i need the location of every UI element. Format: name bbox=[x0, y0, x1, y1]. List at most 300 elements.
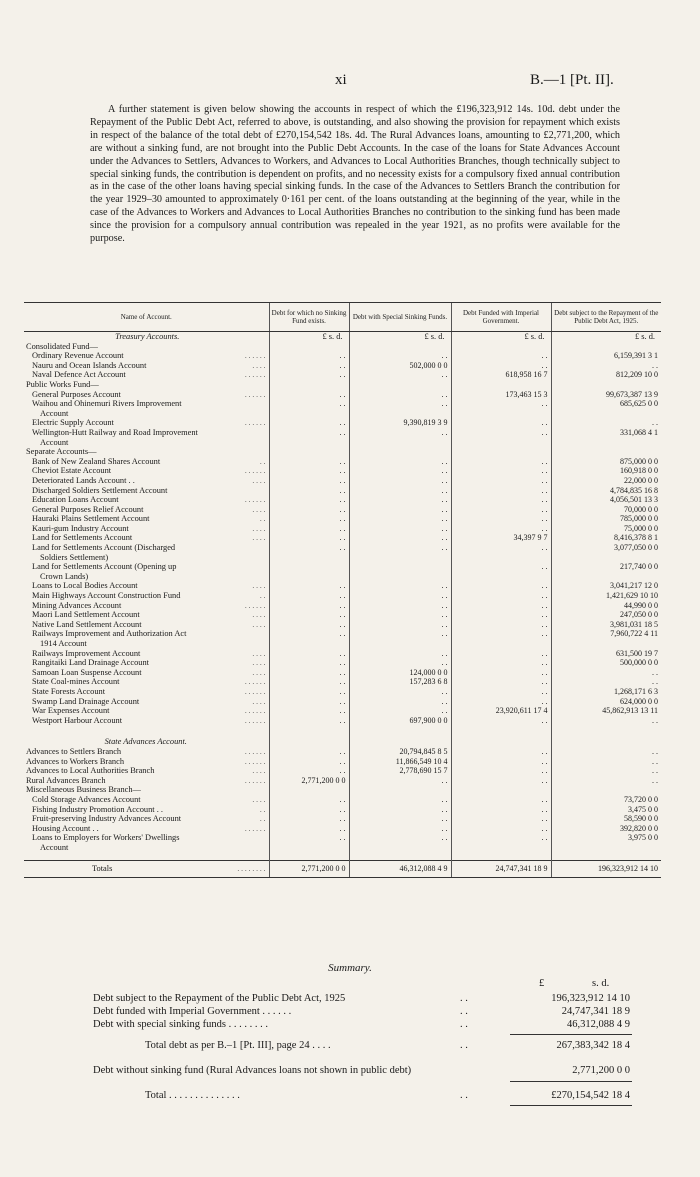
table-row bbox=[24, 342, 661, 352]
amount-cell: . . bbox=[349, 390, 451, 400]
amount-cell: . . bbox=[349, 466, 451, 476]
amount-cell bbox=[269, 562, 349, 572]
summary-leader: . . bbox=[460, 1090, 468, 1101]
amount-cell: . . bbox=[269, 833, 349, 843]
section-state-advances: State Advances Account. bbox=[104, 737, 187, 747]
table-row bbox=[24, 438, 661, 448]
leader-dots: . . . . . . bbox=[244, 600, 266, 610]
summary-amount: 46,312,088 4 9 bbox=[567, 1019, 630, 1030]
table-row bbox=[24, 428, 661, 438]
account-name bbox=[24, 361, 269, 371]
account-label: Railways Improvement Account bbox=[32, 648, 141, 658]
amount-cell: . . bbox=[269, 805, 349, 815]
amount-cell: . . bbox=[451, 658, 551, 668]
leader-dots: . . . . bbox=[252, 696, 266, 706]
summary-rule bbox=[510, 1034, 632, 1035]
account-name bbox=[24, 457, 269, 467]
amount-cell: . . bbox=[451, 649, 551, 659]
amount-cell: . . bbox=[451, 418, 551, 428]
account-name bbox=[24, 843, 269, 853]
amount-cell: . . bbox=[349, 370, 451, 380]
amount-cell: . . bbox=[269, 533, 349, 543]
amount-cell: . . bbox=[349, 514, 451, 524]
account-label: Rangitaiki Land Drainage Account bbox=[32, 658, 149, 668]
amount-cell bbox=[551, 409, 661, 419]
amount-cell: . . bbox=[349, 601, 451, 611]
leader-dots: . . . . . . bbox=[244, 715, 266, 725]
amount-cell bbox=[349, 562, 451, 572]
header-no-sinking-fund: Debt for which no Sinking Fund exists. bbox=[269, 303, 349, 332]
summary-row bbox=[0, 1006, 700, 1020]
leader-dots: . . . . bbox=[252, 610, 266, 620]
leader-dots: . . . . bbox=[252, 794, 266, 804]
amount-cell: . . bbox=[451, 505, 551, 515]
table-row bbox=[24, 687, 661, 697]
amount-cell: 6,159,391 3 1 bbox=[551, 351, 661, 361]
amount-cell: . . bbox=[269, 716, 349, 726]
amount-cell: . . bbox=[269, 757, 349, 767]
table-row bbox=[24, 824, 661, 834]
amount-cell: . . bbox=[451, 814, 551, 824]
account-name bbox=[24, 543, 269, 553]
amount-cell: 173,463 15 3 bbox=[451, 390, 551, 400]
account-name bbox=[24, 581, 269, 591]
totals-label-cell bbox=[24, 861, 269, 878]
table-row bbox=[24, 476, 661, 486]
amount-cell bbox=[349, 553, 451, 563]
amount-cell: . . bbox=[269, 629, 349, 639]
amount-cell: 3,975 0 0 bbox=[551, 833, 661, 843]
amount-cell: . . bbox=[451, 824, 551, 834]
amount-cell: . . bbox=[451, 757, 551, 767]
amount-cell bbox=[551, 785, 661, 795]
account-name bbox=[24, 757, 269, 767]
account-label: Crown Lands) bbox=[40, 571, 89, 581]
table-row bbox=[24, 668, 661, 678]
amount-cell: . . bbox=[269, 418, 349, 428]
table-row bbox=[24, 843, 661, 853]
leader-dots: . . bbox=[259, 456, 266, 466]
account-name bbox=[24, 409, 269, 419]
amount-cell: . . bbox=[349, 543, 451, 553]
account-name bbox=[24, 776, 269, 786]
amount-cell bbox=[551, 447, 661, 457]
leader-dots: . . . . . . bbox=[244, 370, 266, 380]
amount-cell: 502,000 0 0 bbox=[349, 361, 451, 371]
amount-cell: . . bbox=[551, 668, 661, 678]
amount-cell bbox=[269, 342, 349, 352]
account-name bbox=[24, 533, 269, 543]
account-name bbox=[24, 610, 269, 620]
spacer-cell bbox=[551, 733, 661, 747]
shillings-pence-label: s. d. bbox=[592, 978, 610, 989]
amount-cell: . . bbox=[269, 747, 349, 757]
amount-cell bbox=[349, 843, 451, 853]
amount-cell bbox=[451, 785, 551, 795]
amount-cell: 500,000 0 0 bbox=[551, 658, 661, 668]
summary-leader: . . bbox=[460, 993, 468, 1004]
amount-cell bbox=[349, 438, 451, 448]
summary-label: Total . . . . . . . . . . . . . . bbox=[145, 1090, 240, 1101]
table-row bbox=[24, 776, 661, 786]
account-name bbox=[24, 620, 269, 630]
account-name bbox=[24, 447, 269, 457]
spacer-row bbox=[24, 852, 661, 861]
table-row bbox=[24, 390, 661, 400]
spacer-cell bbox=[551, 725, 661, 733]
amount-cell: . . bbox=[451, 776, 551, 786]
amount-cell bbox=[269, 785, 349, 795]
table-row bbox=[24, 524, 661, 534]
summary-amount: £270,154,542 18 4 bbox=[551, 1090, 630, 1101]
amount-cell: . . bbox=[269, 361, 349, 371]
table-row bbox=[24, 658, 661, 668]
table-row bbox=[24, 610, 661, 620]
table-row bbox=[24, 399, 661, 409]
amount-cell bbox=[349, 785, 451, 795]
amount-cell: . . bbox=[349, 581, 451, 591]
account-label: Ordinary Revenue Account bbox=[32, 351, 124, 361]
header-imperial-government: Debt Funded with Imperial Government. bbox=[451, 303, 551, 332]
amount-cell: . . bbox=[269, 706, 349, 716]
amount-cell bbox=[269, 447, 349, 457]
amount-cell: . . bbox=[349, 795, 451, 805]
account-label: Swamp Land Drainage Account bbox=[32, 696, 140, 706]
account-name bbox=[24, 639, 269, 649]
amount-cell: . . bbox=[349, 649, 451, 659]
table-row bbox=[24, 620, 661, 630]
amount-cell: . . bbox=[269, 601, 349, 611]
intro-paragraph: A further statement is given below showing the accounts in respect of which the £196,323,912 14s. 10d. debt under the Repayment of the Public Debt Act, referred to above, is outstanding, and also showing the provision for repayment which exists in respect of the balance of the total debt of £270,154,542 18s. 4d. The Rural Advances loans, amounting to £2,771,200, which are without a sinking fund, are not brought into the Public Debt Accounts. In the case of the loans for State Advances Account under the Advances to Settlers, Advances to Workers, and Advances to Local Authorities Branches, though technically subject to special sinking funds, the contribution is dependent on profits, and no necessity exists for a compulsory fixed annual contribution as in the case of the other loans having special sinking funds. In the case of the Advances to Settlers Branch the contribution for the year 1929–30 amounted to approximately 0·161 per cent. of the loans outstanding at the beginning of the year, while in the case of the Advances to Workers and Advances to Local Authorities Branches no contribution to the sinking fund has been made since the provision for a compulsory annual contribution was repealed in the year 1921, as no profits were available for the purpose. bbox=[90, 104, 620, 245]
account-name bbox=[24, 505, 269, 515]
account-label: Wellington-Hutt Railway and Road Improvement bbox=[32, 427, 198, 437]
amount-cell: . . bbox=[269, 610, 349, 620]
amount-cell bbox=[451, 553, 551, 563]
header-account-name: Name of Account. bbox=[24, 303, 269, 332]
amount-cell: . . bbox=[349, 495, 451, 505]
table-row bbox=[24, 562, 661, 572]
amount-cell: 4,056,501 13 3 bbox=[551, 495, 661, 505]
amount-cell: . . bbox=[451, 361, 551, 371]
account-label: Westport Harbour Account bbox=[32, 715, 123, 725]
account-name bbox=[24, 795, 269, 805]
amount-cell bbox=[349, 447, 451, 457]
summary-rule bbox=[510, 1105, 632, 1106]
leader-dots: . . . . bbox=[252, 619, 266, 629]
account-name bbox=[24, 399, 269, 409]
account-name bbox=[24, 428, 269, 438]
amount-cell bbox=[269, 639, 349, 649]
amount-cell: . . bbox=[551, 418, 661, 428]
amount-cell: . . bbox=[451, 747, 551, 757]
account-label: Samoan Loan Suspense Account bbox=[32, 667, 142, 677]
amount-cell: 3,981,031 18 5 bbox=[551, 620, 661, 630]
table-row bbox=[24, 747, 661, 757]
leader-dots: . . . . bbox=[252, 667, 266, 677]
amount-cell: 22,000 0 0 bbox=[551, 476, 661, 486]
account-label: Land for Settlements Account bbox=[32, 533, 133, 543]
account-name bbox=[24, 351, 269, 361]
table-row bbox=[24, 706, 661, 716]
leader-dots: . . bbox=[259, 591, 266, 601]
table-row bbox=[24, 805, 661, 815]
amount-cell: 331,068 4 1 bbox=[551, 428, 661, 438]
amount-cell: . . bbox=[551, 776, 661, 786]
table-row bbox=[24, 757, 661, 767]
account-name bbox=[24, 370, 269, 380]
amount-cell: 217,740 0 0 bbox=[551, 562, 661, 572]
section-row bbox=[24, 733, 661, 747]
account-label: Maori Land Settlement Account bbox=[32, 610, 140, 620]
amount-cell: 160,918 0 0 bbox=[551, 466, 661, 476]
amount-cell: . . bbox=[451, 610, 551, 620]
leader-dots: . . . . . . . . bbox=[237, 864, 266, 874]
summary-label: Debt without sinking fund (Rural Advances loans not shown in public debt) bbox=[93, 1065, 412, 1076]
account-name bbox=[24, 553, 269, 563]
currency-label: £ s. d. bbox=[269, 332, 349, 342]
amount-cell: 11,866,549 10 4 bbox=[349, 757, 451, 767]
leader-dots: . . . . . . bbox=[244, 746, 266, 756]
leader-dots: . . . . bbox=[252, 648, 266, 658]
amount-cell: 618,958 16 7 bbox=[451, 370, 551, 380]
summary-without-sinking-fund bbox=[0, 1065, 700, 1079]
account-name bbox=[24, 438, 269, 448]
account-name bbox=[24, 524, 269, 534]
amount-cell: . . bbox=[451, 495, 551, 505]
table-row bbox=[24, 629, 661, 639]
amount-cell: . . bbox=[451, 476, 551, 486]
amount-cell: 4,784,835 16 8 bbox=[551, 486, 661, 496]
amount-cell: . . bbox=[349, 687, 451, 697]
table-row bbox=[24, 814, 661, 824]
spacer-cell bbox=[349, 725, 451, 733]
amount-cell: 785,000 0 0 bbox=[551, 514, 661, 524]
amount-cell: . . bbox=[349, 457, 451, 467]
leader-dots: . . . . bbox=[252, 475, 266, 485]
amount-cell: . . bbox=[551, 677, 661, 687]
currency-row bbox=[24, 332, 661, 342]
amount-cell: 3,041,217 12 0 bbox=[551, 581, 661, 591]
summary-label: Total debt as per B.–1 [Pt. III], page 24 . . . . bbox=[145, 1040, 331, 1051]
table-row bbox=[24, 447, 661, 457]
amount-cell: . . bbox=[269, 428, 349, 438]
spacer-cell bbox=[451, 852, 551, 861]
table-row bbox=[24, 572, 661, 582]
amount-cell: . . bbox=[451, 428, 551, 438]
leader-dots: . . . . bbox=[252, 360, 266, 370]
amount-cell: . . bbox=[269, 399, 349, 409]
account-label: Nauru and Ocean Islands Account bbox=[32, 360, 147, 370]
amount-cell: 3,475 0 0 bbox=[551, 805, 661, 815]
document-reference: B.—1 [Pt. II]. bbox=[530, 72, 614, 88]
summary-grand-total bbox=[0, 1090, 700, 1104]
table-row bbox=[24, 486, 661, 496]
amount-cell: . . bbox=[269, 620, 349, 630]
leader-dots: . . bbox=[259, 514, 266, 524]
leader-dots: . . . . bbox=[252, 766, 266, 776]
amount-cell: . . bbox=[269, 649, 349, 659]
amount-cell bbox=[269, 380, 349, 390]
amount-cell: . . bbox=[551, 747, 661, 757]
amount-cell: 75,000 0 0 bbox=[551, 524, 661, 534]
amount-cell: . . bbox=[269, 543, 349, 553]
account-name bbox=[24, 668, 269, 678]
header-repayment-act: Debt subject to the Repayment of the Public Debt Act, 1925. bbox=[551, 303, 661, 332]
amount-cell: . . bbox=[451, 543, 551, 553]
account-label: Land for Settlements Account (Opening up bbox=[32, 562, 177, 572]
account-name bbox=[24, 747, 269, 757]
amount-cell: . . bbox=[551, 766, 661, 776]
account-label: Loans to Local Bodies Account bbox=[32, 581, 138, 591]
amount-cell: . . bbox=[269, 495, 349, 505]
amount-cell bbox=[451, 572, 551, 582]
amount-cell: 45,862,913 13 11 bbox=[551, 706, 661, 716]
account-label: Account bbox=[40, 408, 69, 418]
table-row bbox=[24, 514, 661, 524]
amount-cell: 58,590 0 0 bbox=[551, 814, 661, 824]
amount-cell bbox=[451, 639, 551, 649]
amount-cell: . . bbox=[269, 486, 349, 496]
leader-dots: . . . . . . bbox=[244, 677, 266, 687]
accounts-table bbox=[24, 302, 661, 878]
amount-cell bbox=[551, 843, 661, 853]
amount-cell: . . bbox=[349, 351, 451, 361]
account-name bbox=[24, 649, 269, 659]
table-row bbox=[24, 649, 661, 659]
amount-cell: 23,920,611 17 4 bbox=[451, 706, 551, 716]
amount-cell: . . bbox=[349, 399, 451, 409]
table-row bbox=[24, 677, 661, 687]
table-row bbox=[24, 697, 661, 707]
amount-cell: 697,900 0 0 bbox=[349, 716, 451, 726]
account-label: Fruit-preserving Industry Advances Account bbox=[32, 814, 182, 824]
account-label: Hauraki Plains Settlement Account bbox=[32, 514, 150, 524]
account-label: General Purposes Account bbox=[32, 389, 121, 399]
amount-cell: . . bbox=[269, 466, 349, 476]
summary-title: Summary. bbox=[328, 962, 372, 974]
account-name bbox=[24, 706, 269, 716]
currency-label: £ s. d. bbox=[551, 332, 661, 342]
amount-cell: . . bbox=[451, 466, 551, 476]
amount-cell bbox=[551, 572, 661, 582]
amount-cell: 812,209 10 0 bbox=[551, 370, 661, 380]
spacer-cell bbox=[349, 852, 451, 861]
summary-rule bbox=[510, 1081, 632, 1082]
amount-cell: . . bbox=[451, 629, 551, 639]
account-name bbox=[24, 814, 269, 824]
account-name bbox=[24, 805, 269, 815]
amount-cell: 624,000 0 0 bbox=[551, 697, 661, 707]
amount-cell: . . bbox=[551, 757, 661, 767]
amount-cell: . . bbox=[451, 581, 551, 591]
account-label: Waihou and Ohinemuri Rivers Improvement bbox=[32, 399, 182, 409]
account-label: Railways Improvement and Authorization Act bbox=[32, 629, 187, 639]
account-label: Advances to Workers Branch bbox=[26, 756, 125, 766]
amount-cell: . . bbox=[349, 824, 451, 834]
total-amount: 46,312,088 4 9 bbox=[349, 861, 451, 878]
amount-cell: . . bbox=[269, 370, 349, 380]
total-amount: 2,771,200 0 0 bbox=[269, 861, 349, 878]
amount-cell bbox=[451, 342, 551, 352]
account-label: Rural Advances Branch bbox=[26, 775, 106, 785]
amount-cell: 124,000 0 0 bbox=[349, 668, 451, 678]
leader-dots: . . bbox=[259, 814, 266, 824]
summary-leader: . . bbox=[460, 1040, 468, 1051]
amount-cell: . . bbox=[349, 505, 451, 515]
leader-dots: . . . . . . bbox=[244, 823, 266, 833]
account-label: Cheviot Estate Account bbox=[32, 466, 112, 476]
account-name bbox=[24, 514, 269, 524]
amount-cell: . . bbox=[349, 658, 451, 668]
account-label: Separate Accounts— bbox=[26, 447, 97, 457]
account-name bbox=[24, 697, 269, 707]
account-label: Electric Supply Account bbox=[32, 418, 114, 428]
amount-cell: . . bbox=[451, 805, 551, 815]
amount-cell: 70,000 0 0 bbox=[551, 505, 661, 515]
amount-cell bbox=[269, 572, 349, 582]
amount-cell bbox=[551, 380, 661, 390]
summary-amount: 2,771,200 0 0 bbox=[572, 1065, 630, 1076]
section-treasury-accounts: Treasury Accounts. bbox=[115, 332, 180, 341]
summary-label: Debt funded with Imperial Government . . . . . . bbox=[93, 1006, 292, 1017]
account-name bbox=[24, 824, 269, 834]
amount-cell bbox=[269, 553, 349, 563]
account-name bbox=[24, 591, 269, 601]
table-row bbox=[24, 543, 661, 553]
amount-cell: . . bbox=[451, 697, 551, 707]
amount-cell: . . bbox=[451, 486, 551, 496]
account-name bbox=[24, 390, 269, 400]
account-label: Account bbox=[40, 842, 69, 852]
table-row bbox=[24, 716, 661, 726]
amount-cell: . . bbox=[451, 457, 551, 467]
amount-cell: . . bbox=[349, 620, 451, 630]
amount-cell: 73,720 0 0 bbox=[551, 795, 661, 805]
account-label: Cold Storage Advances Account bbox=[32, 794, 141, 804]
account-label: Kauri-gum Industry Account bbox=[32, 523, 129, 533]
account-name bbox=[24, 766, 269, 776]
account-label: Advances to Settlers Branch bbox=[26, 746, 122, 756]
account-name bbox=[24, 342, 269, 352]
amount-cell: 1,421,629 10 10 bbox=[551, 591, 661, 601]
amount-cell bbox=[451, 409, 551, 419]
spacer-cell bbox=[451, 725, 551, 733]
leader-dots: . . . . bbox=[252, 523, 266, 533]
amount-cell: . . bbox=[269, 505, 349, 515]
summary-label: Debt subject to the Repayment of the Public Debt Act, 1925 bbox=[93, 993, 346, 1004]
amount-cell bbox=[551, 438, 661, 448]
amount-cell: . . bbox=[349, 610, 451, 620]
amount-cell: . . bbox=[451, 668, 551, 678]
table-row bbox=[24, 601, 661, 611]
header-special-sinking-funds: Debt with Special Sinking Funds. bbox=[349, 303, 451, 332]
table-row bbox=[24, 495, 661, 505]
amount-cell: . . bbox=[269, 476, 349, 486]
amount-cell: . . bbox=[349, 486, 451, 496]
amount-cell: 2,771,200 0 0 bbox=[269, 776, 349, 786]
amount-cell: 20,794,845 8 5 bbox=[349, 747, 451, 757]
account-label: Education Loans Account bbox=[32, 495, 119, 505]
summary-leader: . . bbox=[460, 1019, 468, 1030]
pound-label: £ bbox=[539, 978, 545, 989]
amount-cell: . . bbox=[451, 601, 551, 611]
amount-cell: . . bbox=[349, 814, 451, 824]
amount-cell bbox=[349, 342, 451, 352]
summary-label: Debt with special sinking funds . . . . . . . . bbox=[93, 1019, 268, 1030]
amount-cell: 3,077,050 0 0 bbox=[551, 543, 661, 553]
spacer-cell bbox=[451, 733, 551, 747]
account-label: Bank of New Zealand Shares Account bbox=[32, 456, 161, 466]
